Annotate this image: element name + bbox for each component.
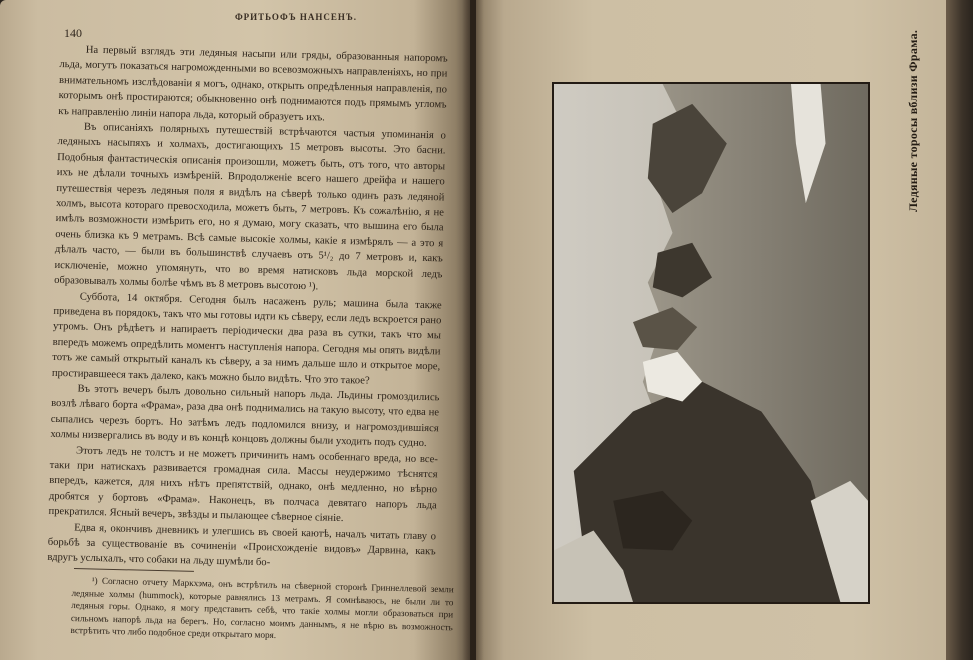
paragraph: Едва я, окончивъ дневникъ и улегшись въ своей каютѣ, началъ читать главу о борьбѣ за существованіе въ сочиненіи «Происхожденіе видовъ» Дарвина, какъ вдругъ услыхалъ, что собаки на льду шумѣли бо- [47, 522, 437, 569]
body-text [47, 42, 448, 575]
paragraph: Суббота, 14 октября. Сегодня былъ насаженъ руль; машина была также приведена въ порядокъ, такъ что мы готовы идти къ сѣверу, если ледъ вскроется рано утромъ. Онъ рѣдѣетъ и напираетъ періодически два раза въ сутки, такъ что мы впередъ можемъ опредѣлить моментъ наступленія напора. Сегодня мы опять видѣли тотъ же самый открытый каналъ къ сѣверу, а за нимъ дальше шло и открытое море, простиравшееся такъ далеко, какъ можно было видѣть. Что это такое? [51, 291, 442, 387]
running-head: ФРИТЬОФЪ НАНСЕНЪ. [234, 12, 358, 22]
plate-caption: Ледяные торосы вблизи Фрама. [906, 29, 920, 212]
footnote-text: ¹) Согласно отчету Маркхэма, онъ встрѣтилъ на сѣверной сторонѣ Гриннеллевой земли ледяные холмы (hummock), которые равнялись 13 метрамъ. Я сомнѣваюсь, не были ли то ледяныя горы. Однако, я могу представить себѣ, что такіе холмы могли образоваться при сильномъ напорѣ льда на берегъ. Но, согласно моимъ даннымъ, я не вѣрю въ возможность встрѣтить что либо подобное среди открытаго моря. [70, 575, 454, 641]
ice-ridge-photo [554, 84, 868, 602]
paragraph: Этотъ ледъ не толстъ и не можетъ причинить намъ особеннаго вреда, но все-таки при натискахъ развивается громадная сила. Массы неудержимо тѣснятся впередъ, кажется, для нихъ нѣтъ препятствій, однако, онѣ медленно, но вѣрно дробятся у бортовъ «Фрама». Наконецъ, въ полчаса девятаго напоръ льда прекратился. Ясный вечеръ, звѣзды и пылающее сѣверное сіяніе. [48, 445, 439, 525]
paragraph: Въ этотъ вечеръ былъ довольно сильный напоръ льда. Льдины громоздились возлѣ лѣваго борта «Фрама», раза два онѣ поднимались на такую высоту, что едва не сыпались черезъ бортъ. Но затѣмъ ледъ подломился внизу, и нагромоздившіяся холмы низвергались въ воду и въ концѣ концовъ должны были уходить подъ судно. [50, 383, 440, 450]
photo-plate [552, 82, 870, 604]
page-edge-shadow [946, 0, 973, 660]
paragraph: На первый взглядъ эти ледяныя насыпи или гряды, образованныя напоромъ льда, могутъ показаться нагроможденными во всевозможныхъ направленіяхъ, но при внимательномъ изслѣдованіи я могъ, однако, открыть опредѣленныя направленія, по которымъ онѣ простираются; обыкновенно онѣ поднимаются подъ прямымъ угломъ къ направленію линіи напора льда, который образуетъ ихъ. [58, 44, 448, 124]
footnote [70, 574, 453, 646]
page-number: 140 [64, 26, 82, 40]
paragraph: Въ описаніяхъ полярныхъ путешествій встрѣчаются частыя упоминанія о ледяныхъ насыпяхъ и холмахъ, достигающихъ 15 метровъ высоты. Это басни. Подобныя фантастическія описанія произошли, можетъ быть, отъ того, что авторы ихъ не дѣлали точныхъ измѣреній. Впродолженіе всего нашего дрейфа и нашего путешествія черезъ ледяныя поля я видѣлъ на сѣверѣ только одинъ разъ ледяной холмъ, высота котораго превосходила, можетъ быть, 7 метровъ. Къ сожалѣнію, я не имѣлъ возможности измѣрить его, но я думаю, могу сказать, что вышина его была очень близка къ 9 метрамъ. Всѣ самые высокіе холмы, какіе я измѣрялъ — а это я дѣлалъ часто, — были въ большинствѣ случаевъ отъ 5¹/₂ до 7 метровъ и, какъ исключеніе, можно упомянуть, что во время натисковъ льда морской ледъ образовывалъ холмы болѣе чѣмъ въ 8 метровъ высотою ¹). [54, 121, 446, 293]
book-gutter [462, 0, 484, 660]
